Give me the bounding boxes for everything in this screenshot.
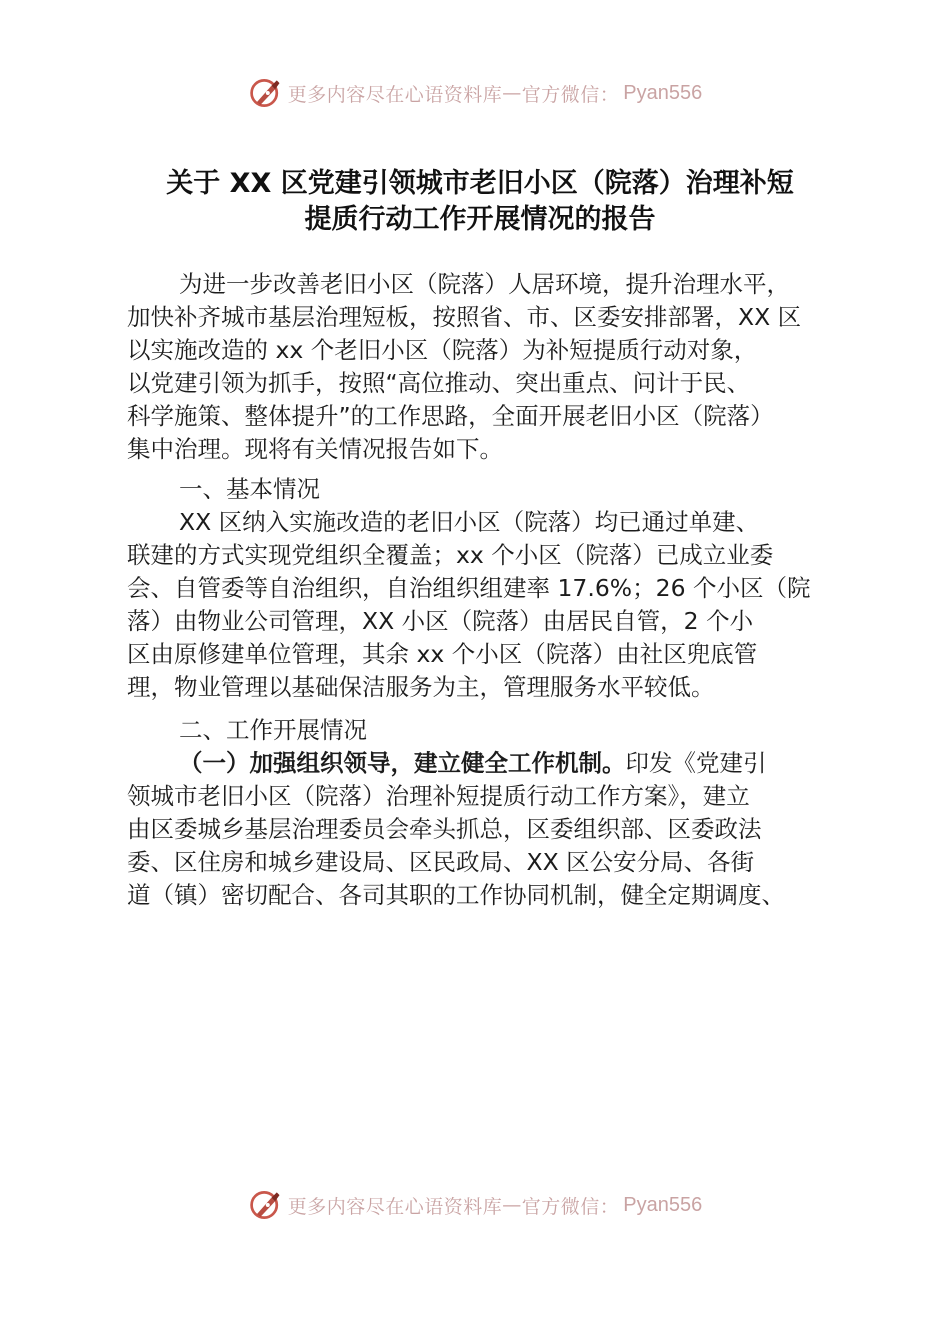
banner-wechat-id: Pyan556: [623, 81, 703, 104]
text-line: 加快补齐城市基层治理短板，按照省、市、区委安排部署，XX 区: [127, 303, 802, 331]
footer-banner: [0, 1183, 950, 1227]
banner-wechat-label: 官方微信：: [521, 1195, 620, 1218]
document-title: [100, 166, 860, 238]
text-line: [127, 747, 845, 780]
banner-wechat-label: 官方微信：: [521, 83, 620, 106]
pen-nib-logo-icon: [248, 1187, 284, 1223]
text-line: 委、区住房和城乡建设局、区民政局、XX 区公安分局、各街: [127, 848, 755, 876]
text-line: XX 区纳入实施改造的老旧小区（院落）均已通过单建、: [179, 508, 760, 536]
banner-site-text: 更多内容尽在心语资料库: [287, 83, 503, 106]
title-line-1: 关于 XX 区党建引领城市老旧小区（院落）治理补短: [166, 168, 794, 199]
document-body: [127, 268, 845, 912]
banner-site-text: 更多内容尽在心语资料库: [287, 1195, 503, 1218]
text-line: 为进一步改善老旧小区（院落）人居环境，提升治理水平，: [179, 270, 790, 298]
subheading-bold: （一）加强组织领导，建立健全工作机制。: [179, 749, 626, 777]
text-line: 以党建引领为抓手，按照“高位推动、突出重点、问计于民、: [127, 369, 751, 397]
pen-nib-logo-icon: [248, 75, 284, 111]
header-banner: [0, 71, 950, 115]
text-line: 集中治理。现将有关情况报告如下。: [127, 435, 503, 463]
text-line: 由区委城乡基层治理委员会牵头抓总，区委组织部、区委政法: [127, 815, 762, 843]
text-line: 科学施策、整体提升”的工作思路，全面开展老旧小区（院落）: [127, 402, 774, 430]
text-line: 道（镇）密切配合、各司其职的工作协同机制，健全定期调度、: [127, 881, 785, 909]
section-2-paragraph: [127, 747, 845, 912]
text-line: 区由原修建单位管理，其余 xx 个小区（院落）由社区兜底管: [127, 640, 758, 668]
intro-paragraph: [127, 268, 845, 466]
heading-text: 一、基本情况: [179, 475, 320, 503]
text-line: 落）由物业公司管理，XX 小区（院落）由居民自管，2 个小: [127, 607, 754, 635]
text-line: 理，物业管理以基础保洁服务为主，管理服务水平较低。: [127, 673, 715, 701]
section-1-paragraph: [127, 506, 845, 704]
heading-text: 二、工作开展情况: [179, 716, 367, 744]
banner-separator: —: [502, 82, 522, 104]
banner-separator: —: [502, 1194, 522, 1216]
banner-wechat-id: Pyan556: [623, 1193, 703, 1216]
section-1-heading: [127, 473, 845, 506]
subheading-rest: 印发《党建引: [625, 749, 767, 777]
text-line: 领城市老旧小区（院落）治理补短提质行动工作方案》，建立: [127, 782, 750, 810]
title-line-2: 提质行动工作开展情况的报告: [304, 204, 656, 235]
text-line: 联建的方式实现党组织全覆盖；xx 个小区（院落）已成立业委: [127, 541, 774, 569]
section-2-heading: [127, 714, 845, 747]
text-line: 会、自管委等自治组织，自治组织组建率 17.6%；26 个小区（院: [127, 574, 811, 602]
text-line: 以实施改造的 xx 个老旧小区（院落）为补短提质行动对象，: [127, 336, 758, 364]
